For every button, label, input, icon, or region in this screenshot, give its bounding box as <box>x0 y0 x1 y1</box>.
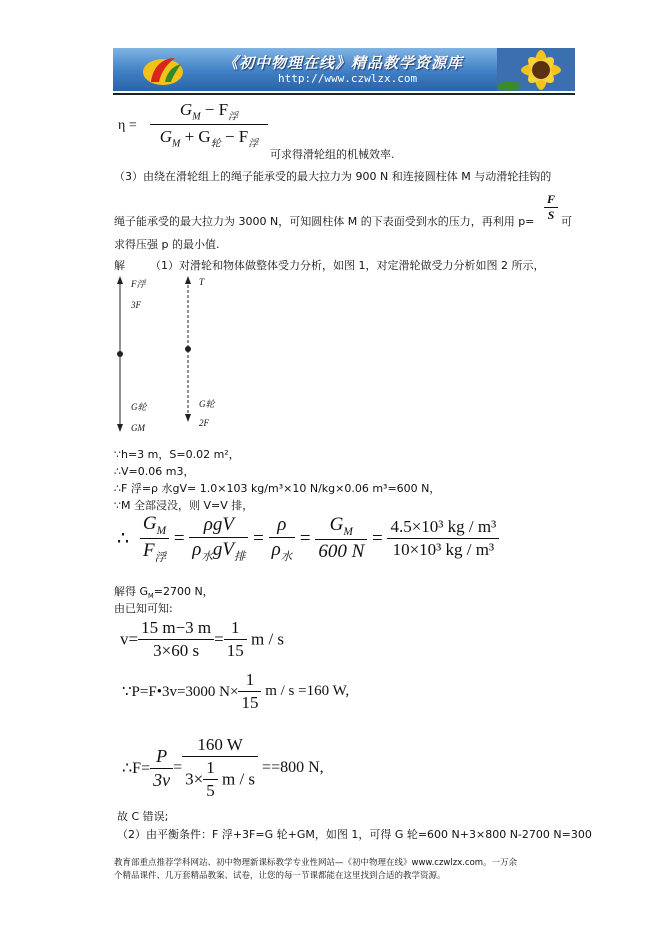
line-v: ∴V=0.06 m3， <box>114 465 195 478</box>
eq-c-num: ρ <box>269 514 296 538</box>
solution-line: （1）对滑轮和物体做整体受力分析，如图 1，对定滑轮做受力分析如图 2 所示， <box>150 259 545 272</box>
figure1-diagram <box>110 272 150 438</box>
eta-den-g: G <box>159 127 172 147</box>
f-den: 3v <box>153 769 171 790</box>
eq-frac-b <box>189 514 248 564</box>
footer-line1: 教育部重点推荐学科网站、初中物理新课标教学专业性网站—《初中物理在线》www.czwlzx.com。一万余 <box>114 858 518 868</box>
line-gm-sub: M <box>148 592 154 601</box>
eta-fraction <box>150 100 268 150</box>
solution-label: 解 <box>114 259 125 272</box>
p3-line2: 绳子能承受的最大拉力为 3000 N，可知圆柱体 M 的下表面受到水的压力，再利用 p= <box>114 215 535 228</box>
p3-frac-den: S <box>547 208 555 222</box>
p3-line3: 求得压强 p 的最小值. <box>114 238 220 251</box>
f-den2-unit: m / s <box>221 769 256 789</box>
v-num2: 1 <box>224 618 247 640</box>
eq-frac-e <box>387 517 499 560</box>
f-frac-2 <box>182 735 258 801</box>
line-gm-tail: =2700 N， <box>153 585 214 598</box>
eq-b-den: ρ <box>192 538 202 560</box>
p3-line1: （3）由绕在滑轮组上的绳子能承受的最大拉力为 900 N 和连接圆柱体 M 与动滑轮挂钩的 <box>114 170 552 183</box>
eq-c-den: ρ <box>271 538 281 560</box>
f-frac-inner <box>203 758 218 801</box>
eq-frac-c <box>269 514 296 564</box>
v-den2: 15 <box>226 641 244 660</box>
line-h: ∵h=3 m，S=0.02 m²， <box>114 448 240 461</box>
eq-a-num-sub: M <box>156 524 167 537</box>
eta-denominator <box>150 125 268 149</box>
v-eq: = <box>214 629 224 649</box>
f-tail: ==800 N, <box>262 759 324 776</box>
eq-frac-a <box>140 513 169 565</box>
eq-e-den: 10×10³ kg / m³ <box>392 540 495 560</box>
p-frac <box>238 670 261 713</box>
c-wrong: 故 C 错误; <box>117 810 169 823</box>
logo-icon <box>141 52 185 88</box>
v-unit: m / s <box>250 629 285 649</box>
p-prefix: ∵P=F•3v=3000 N× <box>122 684 239 700</box>
eq-d-num-sub: M <box>343 526 353 539</box>
eta-den-mid: + G <box>180 127 211 147</box>
eta-num-sub: M <box>192 111 201 123</box>
v-prefix: v= <box>120 629 139 649</box>
fig1-label-gm: GM <box>131 423 145 433</box>
fig1-label-fbuoy: F浮 <box>131 279 146 289</box>
therefore-sign: ∴ <box>117 528 130 550</box>
line-f: ∴F 浮=ρ 水gV= 1.0×103 kg/m³×10 N/kg×0.06 m³=600 N， <box>114 482 441 495</box>
eq-a-num: G <box>142 513 157 534</box>
f-frac-1 <box>150 746 173 791</box>
eta-numerator <box>150 100 268 125</box>
banner-url: http://www.czwlzx.com <box>278 72 418 85</box>
eq-c-den-sub: 水 <box>280 550 293 563</box>
v-equation <box>120 618 284 661</box>
f-num: P <box>150 746 173 769</box>
fig2-label-t: T <box>199 277 205 287</box>
eta-den-sub3: 浮 <box>248 138 259 150</box>
p2-line: （2）由平衡条件：F 浮+3F=G 轮+GM，如图 1，可得 G 轮=600 N+3×800 N-2700 N=300 <box>117 828 592 841</box>
p-tail: m / s =160 W, <box>265 683 350 699</box>
f-den2-den: 5 <box>206 781 215 800</box>
eta-den-sub: M <box>172 138 181 150</box>
eta-num-mid: − F <box>200 100 229 119</box>
banner-title: 《初中物理在线》精品教学资源库 <box>223 54 464 72</box>
eta-num-sub2: 浮 <box>228 111 239 123</box>
f-eq: = <box>173 759 183 776</box>
v-frac-1 <box>138 618 214 661</box>
eq-b-den-sub2: 排 <box>233 550 246 563</box>
v-den: 3×60 s <box>153 641 200 660</box>
p3-frac-num: F <box>544 192 558 208</box>
footer-line2: 个精品课件、几万套精品教案、试卷，让您的每一节课都能在这里找到合适的教学资源。 <box>114 871 446 881</box>
eta-den-mid2: − F <box>220 127 249 147</box>
f-equation <box>122 735 324 801</box>
fig1-label-gwheel: G轮 <box>131 402 147 412</box>
p-equation <box>122 670 349 713</box>
eta-prefix: η = <box>118 118 137 133</box>
p-den: 15 <box>241 693 259 712</box>
big-equation: ∴ $\frac{G_M}{F_浮}$ = $\frac{\text{ρgV}}{\rho_水gV_排}$ = $\frac{\rho}{\rho_水}$ = $\frac{G_M}{600 N}$ = $\frac{\text{4.5×10³ kg / m³}}{\text{10×10³ kg / m³}}$ <box>117 513 499 565</box>
v-frac-2 <box>224 618 247 661</box>
f-prefix: ∴F= <box>122 760 151 777</box>
eta-den-sub2: 轮 <box>210 138 221 150</box>
eq-a-den: F <box>142 539 155 561</box>
fig2-label-2f: 2F <box>199 418 209 428</box>
p-num: 1 <box>238 670 261 692</box>
fig2-label-gwheel: G轮 <box>199 399 215 409</box>
eq-d-den: 600 N <box>318 541 365 563</box>
f-den2-num: 1 <box>203 758 218 780</box>
p3-line2-tail: 可 <box>561 215 572 228</box>
v-num: 15 m−3 m <box>138 618 214 640</box>
line-known: 由已知可知: <box>114 602 173 615</box>
eq-e-num: 4.5×10³ kg / m³ <box>387 517 499 539</box>
eq-d-num: G <box>329 514 344 536</box>
line-gm-text: 解得 G <box>114 585 149 598</box>
line-gm <box>114 583 214 600</box>
header-banner <box>113 48 575 91</box>
eq-b-den-tail: gV <box>212 538 234 560</box>
eta-tail: 可求得滑轮组的机械效率. <box>270 148 395 161</box>
f-num2: 160 W <box>182 735 258 757</box>
header-divider <box>113 93 575 95</box>
eq-b-num: ρgV <box>189 514 248 538</box>
sunflower-icon <box>497 48 575 91</box>
eq-a-den-sub: 浮 <box>154 551 166 564</box>
fig1-label-3f: 3F <box>131 300 141 310</box>
line-m: ∵M 全部浸没，则 V=V 排， <box>114 499 254 512</box>
eq-frac-d <box>315 514 367 563</box>
eta-num-g: G <box>179 100 193 119</box>
f-den2a: 3× <box>185 769 204 789</box>
eq-b-den-sub: 水 <box>201 550 213 563</box>
p3-fraction <box>544 192 558 223</box>
